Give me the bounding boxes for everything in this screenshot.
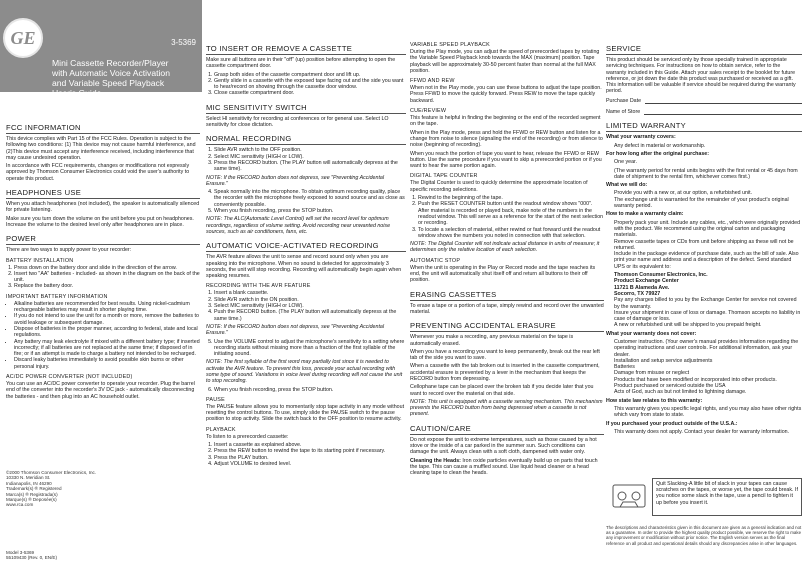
not-cover-list [606,339,802,396]
counter-text: The Digital Counter is used to quickly determine the approximate location of specific recording selections. [410,180,588,193]
list-item: 1. Slide AVR switch to the OFF position. [214,147,406,153]
list-item: 4. Push the RECORD button. (The PLAY button will automatically depress at the same time.) [214,309,406,322]
avr-text: The AVR feature allows the unit to sense and record sound only when you are speaking into the microphone. When no sound is detected for approximately 3 seconds, the unit will stop recording. Recording will automatically begin again when speaking resumes. [206,254,402,280]
playback-steps [206,442,406,467]
claim-heading: How to make a warranty claim: [606,211,684,218]
ffwd-rew-text: When not in the Play mode, you can use these buttons to adjust the tape position. Press FFWD to move the quickly forward. Press REW to move the tape quickly backward. [410,85,602,104]
battery-steps [6,265,200,290]
list-item: 1. Insert a blank cassette. [214,290,406,296]
avr-subheading: RECORDING WITH THE AVR FEATURE [206,283,311,290]
list-item: 3. Replace the battery door. [14,283,200,289]
list-item: 2. Push the RESET COUNTER button until the readout window shows "000". After material is recorded or played back, make note of the numbers in the readout window. This will serve as a reference for the start of the next selection or recording. [418,201,604,226]
how-long-heading: For how long after the original purchase: [606,150,710,157]
list-item: • Products that have been modified or incorporated into other products. [614,377,802,383]
blank-line [644,109,802,115]
what-we-do-heading: What we will do: [606,182,648,189]
list-item: • Pay any charges billed to you by the Exchange Center for service not covered by the warranty. [614,297,802,310]
avr-steps-3 [206,387,406,393]
address-line: Product Exchange Center [614,278,679,285]
model-number: 3-5369 [171,38,196,47]
prevent-note: NOTE: This unit is equipped with a cassette sensing mechanism. This mechanism prevents the RECORD button from being depressed when a cassette is not present. [410,398,603,418]
list-item: • Acts of God, such as but not limited to lightning damage. [614,389,802,395]
column-1-body [6,117,200,402]
list-item: • Any defect in material or workmanship. [614,143,802,149]
list-item: 1. Insert a cassette as explained above. [214,442,406,448]
caution-text: Do not expose the unit to extreme temperatures, such as those caused by a hot stove or the inside of a car parked in the summer sun. Such conditions can damage the unit. Always clean with a soft cloth, dampened with water only. [410,436,597,456]
state-law-heading: How state law relates to this warranty: [606,397,703,404]
column-2 [206,0,406,575]
list-item: • Insure your shipment in case of loss or damage. Thomson accepts no liability in case of damage or loss. [614,310,802,323]
ge-logo-icon: GE [3,18,43,58]
product-title [52,58,170,98]
list-item: • Product purchased or serviced outside the USA [614,383,802,389]
list-item: 3. Select MIC sensitivity (HIGH or LOW). [214,303,406,309]
state-law-list [606,406,802,419]
cue-review-text-3: When you reach the portion of tape you want to hear, release the FFWD or REW button. Use the same procedure if you want to skip a prerecorded portion or if you want to hear the same portion again. [410,150,602,170]
list-item: • Damage from misuse or neglect [614,370,802,376]
list-item: 6. When you finish recording, press the STOP button. [214,387,406,393]
pause-heading: PAUSE [206,396,225,403]
outside-usa-heading: If you purchased your product outside of the U.S.A.: [606,420,738,427]
normal-note: NOTE: If the RECORD button does not depress, see "Preventing Accidental Erasure." [206,174,385,187]
purchase-date-label: Purchase Date [606,97,642,104]
service-heading: SERVICE [606,44,802,55]
blank-line [645,98,802,104]
claim-list-2 [606,297,802,328]
list-item: 2. Press the REW button to rewind the tape to its starting point if necessary. [214,448,406,454]
erasing-heading: ERASING CASSETTES [410,290,604,301]
how-long-detail: (The warranty period for rental units begins with the first rental or 45 days from date of shipment to the rental firm, whichever comes first.) [614,167,798,180]
list-item: 2. Insert two "AA" batteries - included- as shown in the diagram on the back of the unit. [14,271,200,284]
normal-note-2: NOTE: The ALC(Automatic Level Control) will set the record level for optimum recordings, regardless of volume setting. Avoid recording near unwanted noise sources, such as air conditioners, fans, etc. [206,216,391,235]
headphones-text-2: Make sure you turn down the volume on the unit before you put on headphones. Increase the volume to the desired level only after headphones are in place. [6,215,194,228]
cue-review-heading: CUE/REVIEW [410,108,447,115]
list-item: 2. Select MIC sensitivity (HIGH or LOW). [214,154,406,160]
headphones-heading: HEADPHONES USE [6,188,200,199]
playback-text: To listen to a prerecorded cassette: [206,433,289,440]
prevent-text-4: Cellophane tape can be placed over the broken tab if you decide later that you want to record over the material on that side. [410,384,594,397]
important-battery-heading: IMPORTANT BATTERY INFORMATION [6,293,108,300]
ffwd-rew-heading: FFWD AND REW [410,78,455,85]
counter-steps [410,195,604,239]
ac-converter-heading: AC/DC POWER CONVERTER (NOT INCLUDED) [6,374,133,381]
disclaimer-footer: The descriptions and characteristics given in this document are given as a general indication and not as a guarantee. In order to provide the highest quality product possible, we reserve the right to make any improvement or modification without prior notice. The English version serves as the final reference on all product and operational details should any discrepancies arise in other languages. [606,525,802,546]
title-line: User's Guide [52,88,102,98]
address-line: Trademark(s) ® Registered [6,486,62,492]
cassette-tape-icon [612,481,646,511]
list-item: 3. To locate a selection of material, either rewind or fast forward until the readout window shows the numbers you noted in connection with that selection. [418,227,604,240]
list-item: • Any battery may leak electrolyte if mixed with a different battery type; if inserted incorrectly; if all batteries are not replaced at the same time; if disposed of in fire; or if an attempt is made to charge a battery not intended to be recharged. [14,339,200,358]
list-item: • Customer instruction. (Your owner's manual provides information regarding the operating instructions and user controls. For additional information, ask your dealer. [614,339,802,358]
address-line: Marca(s) ® Registrada(s) [6,491,58,497]
fcc-text-2: In accordance with FCC requirements, changes or modifications not expressly approved by Thomson Consumer Electronics could void the user's authority to operate this product. [6,163,190,182]
address-line: www.rca.com [6,502,34,508]
mic-text: Select HI sensitivity for recording at conferences or for general use. Select LO sensitivity for close dictation. [206,115,389,129]
list-item: • This warranty does not apply. Contact your dealer for warranty information. [614,429,802,435]
list-item: • Include in the package evidence of purchase date, such as the bill of sale. Also print your name and address and a description of the defect. Send standard UPS or its equivalent to: [614,251,802,270]
list-item: 1. Grasp both sides of the cassette compartment door and lift up. [214,72,406,78]
vsp-text: During the Play mode, you can adjust the speed of prerecorded tapes by rotating the Variable Speed Playback knob towards the MAX (maximum) position. Tape playback will be approximately 30-50 percent faster than normal at the full MAX position. [410,49,600,74]
prevent-text-2: When you have a recording you want to keep permanently, break out the rear left tab of the side you want to save. [410,348,600,362]
column-1 [0,0,202,575]
list-item: 2. Slide AVR switch in the ON position. [214,297,406,303]
tip-box: Quit Slacking-A little bit of slack in your tapes can cause scratches on the tapes, or worse yet, the tape could break. If you notice some slack in the tape, use a pencil to tighten it up before you insert it. [652,478,802,516]
service-text: This product should be serviced only by those specially trained in appropriate servicing techniques. For instructions on how to obtain service, refer to the warranty included in this Guide. Attach your sales receipt to the booklet for future reference, or jot down the date this product was purchased or received as a gift. This information will be valuable if service should be required during the warranty period. [606,57,796,95]
cassette-text: Make sure all buttons are in their "off" (up) position before attempting to open the cassette compartment door. [206,57,396,70]
avr-heading: AUTOMATIC VOICE-ACTIVATED RECORDING [206,241,406,252]
headphones-text: When you attach headphones (not included), the speaker is automatically silenced for private listening. [6,201,200,214]
list-item: 2. Gently slide in a cassette with the exposed tape facing out and the side you want to hear/record on showing through the cassette door window. [214,78,406,91]
list-item: • Dispose of batteries in the proper manner, according to federal, state and local regulations. [14,326,200,339]
list-item: • If you do not intend to use the unit for a month or more, remove the batteries to avoid leakage or subsequent damage. [14,313,200,326]
auto-stop-text: When the unit is operating in the Play or Record mode and the tape reaches its end, the unit will automatically shut itself off and return all buttons to their off position. [410,264,596,284]
prevent-text-3: When a cassette with the tab broken out is inserted in the cassette compartment, accidental erasure is prevented by a lever in the mechanism that keeps the RECORD button from depressing. [410,363,600,382]
prevent-text: Whenever you make a recording, any previous material on the tape is automatically erased. [410,334,574,347]
list-item: • Properly pack your unit. Include any cables, etc., which were originally provided with the product. We recommend using the original carton and packaging materials. [614,220,802,239]
list-item: • This warranty gives you specific legal rights, and you may also have other rights which vary from state to state. [614,406,802,419]
important-battery-list [6,301,200,370]
title-line: Mini Cassette Recorder/Player [52,58,169,68]
avr-steps-2 [206,339,406,358]
list-item: • Batteries [614,364,802,370]
normal-steps-2 [206,189,406,214]
list-item: • Provide you with a new or, at our option, a refurbished unit. [614,190,802,196]
exchange-center-address [606,272,802,297]
counter-heading: DIGITAL TAPE COUNTER [410,173,478,180]
address-line: Marque(s) ® Deposée(s) [6,497,57,503]
list-item: • Installation and setup service adjustments [614,358,802,364]
claim-list [606,220,802,270]
cue-review-text: This feature is helpful in finding the beginning or the end of the recorded segment on the tape. [410,115,601,128]
erasing-text: To erase a tape or a portion of a tape, simply rewind and record over the unwanted material. [410,302,604,315]
battery-install-heading: BATTERY INSTALLATION [6,257,74,264]
list-item: 4. Speak normally into the microphone. To obtain optimum recording quality, place the recorder with the microphone freely exposed to sound source and as close as conveniently possible. [214,189,406,208]
address-line: Indianapolis, IN 46290 [6,480,52,486]
list-item: 1. Rewind to the beginning of the tape. [418,195,604,201]
outside-usa-list [606,429,802,435]
list-item: 4. Adjust VOLUME to desired level. [214,461,406,467]
cleaning-body: Iron oxide particles eventually build up on parts that touch the tape. This can cause a muffled sound. Use liquid head cleaner or a head cleaning tape to clean the heads. [410,457,598,477]
what-we-do-list [606,190,802,209]
address-line: Thomson Consumer Electronics, Inc. [614,272,708,279]
cassette-heading: TO INSERT OR REMOVE A CASSETTE [206,44,406,55]
address-line: ©2000 Thomson Consumer Electronics, Inc. [6,470,97,475]
normal-recording-heading: NORMAL RECORDING [206,134,406,145]
caution-heading: CAUTION/CARE [410,424,604,435]
avr-note: NOTE: If the RECORD button does not depress, see "Preventing Accidental Erasure." [206,323,385,337]
avr-steps [206,290,406,321]
list-item: • Remove cassette tapes or CDs from unit before shipping as these will not be returned. [614,239,802,252]
normal-steps [206,147,406,172]
power-heading: POWER [6,234,200,245]
pause-text: The PAUSE feature allows you to momentarily stop tape activity in any mode without resetting the control buttons. To use, simply slide the PAUSE switch to the pause position to stop activity. Slide the switch back to the OFF position to resume activity. [206,403,405,423]
list-item: 1. Press down on the battery door and slide in the direction of the arrow. [14,265,200,271]
model-line: Model 3-5369 [6,550,35,555]
prevent-heading: PREVENTING ACCIDENTAL ERASURE [410,321,604,332]
list-item: • The exchange unit is warranted for the remainder of your product's original warranty period. [614,197,802,210]
not-cover-heading: What your warranty does not cover: [606,330,697,337]
model-line: 55109430 (Rev. 0, EN/E) [6,555,57,561]
company-address [6,470,96,508]
list-item: • One year. [614,159,802,165]
cue-review-text-2: When in the Play mode, press and hold the FFWD or REW button and listen for a change from noise to silence (signaling the end of the recording) or from silence to noise (beginning of recording). [410,129,603,149]
cleaning-text [410,458,604,477]
title-line: with Automatic Voice Activation [52,68,170,78]
how-long-list [606,159,802,165]
cassette-steps [206,72,406,97]
avr-note-2: NOTE: The first syllable of the first word may partially lost since it is needed to activate the AVR feature. To prevent this loss, precede your actual recording with some type of sound. Variations in voice level during recording will not cause the unit to stop recording. [206,359,403,385]
list-item: 5. Use the VOLUME control to adjust the microphone's sensitivity to a setting where recording starts without missing more than a fraction of the first syllable of the initiating sound. [214,339,406,358]
fcc-heading: FCC INFORMATION [6,123,200,134]
address-line: 10330 N. Meridian St. [6,475,51,481]
ac-converter-text: You can use an AC/DC power converter to operate your recorder. Plug the barrel end of the converter into the recorder's 3V DC jack - automatically disconnecting the batteries - and then plug into an AC household outlet. [6,381,195,400]
store-name-field [606,109,802,115]
warranty-heading: LIMITED WARRANTY [606,121,802,132]
address-line: Socorro, TX 79927 [614,290,661,297]
fcc-text: This device complies with Part 15 of the FCC Rules. Operation is subject to the following two conditions: (1) This device may not cause harmful interference, and (2)This device must accept any interference received, including interference that may cause undesired operation. [6,136,196,161]
mic-heading: MIC SENSITIVITY SWITCH [206,103,406,114]
cleaning-label: Cleaning the Heads: [410,457,461,464]
list-item: • A new or refurbished unit will be shipped to you prepaid freight. [614,322,802,328]
counter-note: NOTE: The Digital Counter will not indicate actual distance in units of measure; it determines only the relative location of each selection. [410,241,600,254]
vsp-heading: VARIABLE SPEED PLAYBACK [410,42,490,48]
covers-list [606,143,802,149]
list-item: 3. Close cassette compartment door. [214,90,406,96]
list-item: 3. Press the RECORD button. (The PLAY button will automatically depress at the same time). [214,160,406,173]
store-name-label: Name of Store [606,109,641,116]
list-item: 3. Press the PLAY button. [214,455,406,461]
playback-heading: PLAYBACK [206,426,236,433]
purchase-date-field [606,98,802,104]
list-item: • Discard leaky batteries immediately to avoid possible skin burns or other personal injury. [14,357,200,370]
address-line: 11721 B Alameda Ave. [614,284,670,291]
auto-stop-heading: AUTOMATIC STOP [410,257,461,264]
list-item: • Alkaline batteries are recommended for best results. Using nickel-cadmium rechargeable batteries may result in shorter playing time. [14,301,200,314]
column-3 [410,0,604,575]
list-item: 5. When you finish recording, press the STOP button. [214,208,406,214]
title-banner [0,0,202,98]
model-info [6,550,57,561]
title-line: and Variable Speed Playback [52,78,165,88]
power-text: There are two ways to supply power to your recorder: [6,247,132,254]
covers-heading: What your warranty covers: [606,134,676,141]
